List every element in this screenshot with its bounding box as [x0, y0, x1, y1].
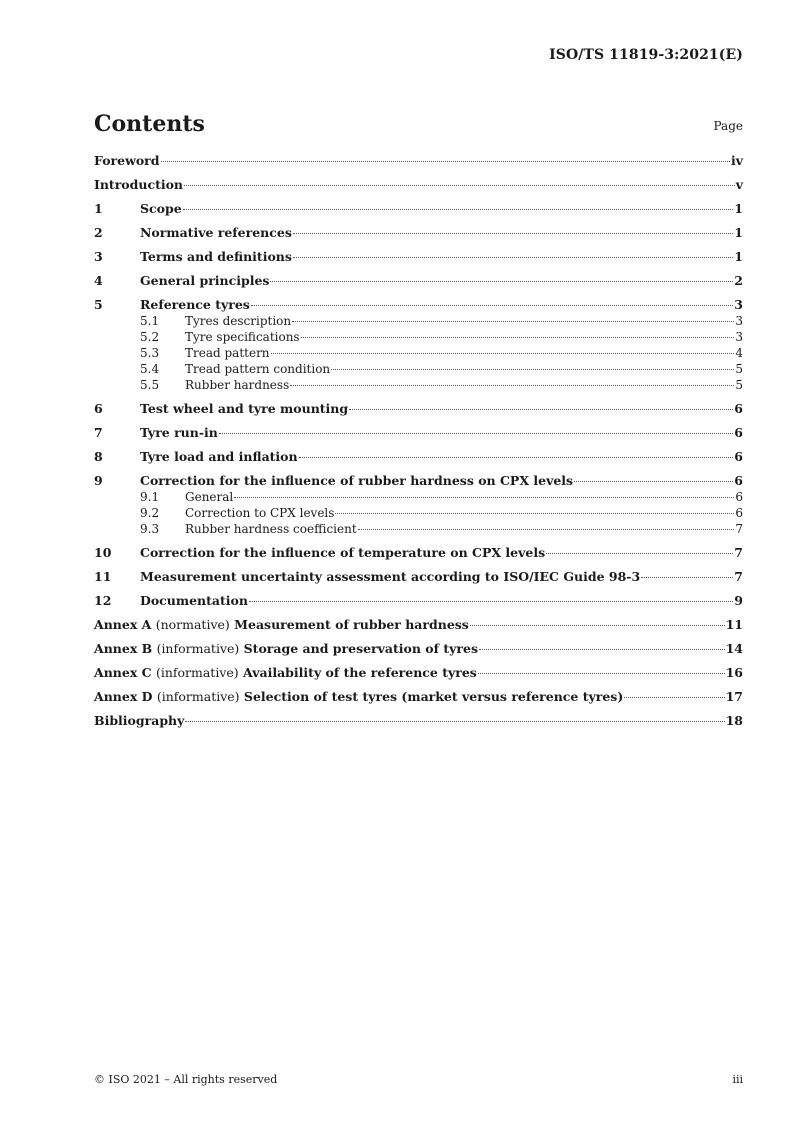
table-of-contents — [94, 153, 743, 729]
toc-entry[interactable] — [94, 329, 743, 345]
toc-entry[interactable] — [94, 593, 743, 609]
dot-leader — [624, 697, 724, 698]
annex-type: (informative) — [156, 641, 240, 656]
toc-entry-number: 5.3 — [140, 346, 160, 360]
toc-entry-number: 6 — [94, 401, 103, 416]
toc-entry-page: 2 — [734, 273, 743, 288]
toc-entry-page: 11 — [725, 617, 743, 632]
dot-leader — [335, 513, 734, 514]
toc-entry-label: Normative references — [140, 225, 292, 240]
toc-entry-label: Correction for the influence of temperature on CPX levels — [140, 545, 546, 560]
dot-leader — [184, 185, 735, 186]
toc-entry-number: 2 — [94, 225, 103, 240]
toc-entry-page: 6 — [734, 449, 743, 464]
toc-entry-label — [94, 689, 623, 705]
toc-entry-page: 3 — [734, 297, 743, 312]
toc-entry-label — [94, 617, 469, 633]
toc-entry-number: 9.1 — [140, 490, 160, 504]
toc-entry-label — [94, 641, 478, 657]
dot-leader — [641, 577, 733, 578]
toc-entry-label: Tread pattern condition — [185, 362, 331, 376]
toc-entry[interactable] — [94, 177, 743, 193]
toc-entry[interactable] — [94, 153, 743, 169]
toc-entry-page: 6 — [734, 473, 743, 488]
toc-entry-page: 6 — [734, 401, 743, 416]
dot-leader — [161, 161, 730, 162]
annex-prefix: Annex D — [94, 689, 153, 704]
toc-entry-number: 5.1 — [140, 314, 160, 328]
toc-entry[interactable] — [94, 569, 743, 585]
toc-entry-number: 5 — [94, 297, 103, 312]
toc-entry[interactable] — [94, 473, 743, 489]
toc-entry-label: Tyre specifications — [185, 330, 300, 344]
page-number: iii — [732, 1073, 743, 1086]
annex-title: Availability of the reference tyres — [243, 665, 477, 680]
toc-entry-label: Tyre run-in — [140, 425, 218, 440]
toc-entry-number: 5.5 — [140, 378, 160, 392]
toc-entry-label: Tyres description — [185, 314, 292, 328]
toc-entry-page: 6 — [735, 506, 743, 520]
toc-entry[interactable] — [94, 713, 743, 729]
annex-type: (informative) — [156, 689, 240, 704]
dot-leader — [574, 481, 733, 482]
toc-entry-page: 6 — [735, 490, 743, 504]
annex-type: (normative) — [155, 617, 230, 632]
toc-entry[interactable] — [94, 545, 743, 561]
dot-leader — [479, 649, 725, 650]
dot-leader — [546, 553, 733, 554]
dot-leader — [301, 337, 735, 338]
toc-entry-label: Documentation — [140, 593, 248, 608]
toc-entry-page: 16 — [725, 665, 743, 680]
annex-title: Storage and preservation of tyres — [243, 641, 478, 656]
toc-entry-label: Measurement uncertainty assessment according to ISO/IEC Guide 98-3 — [140, 569, 641, 584]
page-title: Contents — [94, 111, 205, 137]
toc-entry[interactable] — [94, 345, 743, 361]
toc-entry-page: v — [735, 177, 743, 192]
toc-entry-page: 5 — [735, 378, 743, 392]
toc-entry-number: 12 — [94, 593, 112, 608]
toc-entry-label: Foreword — [94, 153, 160, 168]
toc-entry-label — [94, 665, 477, 681]
toc-entry[interactable] — [94, 425, 743, 441]
toc-entry[interactable] — [94, 273, 743, 289]
toc-entry-page: 14 — [725, 641, 743, 656]
dot-leader — [358, 529, 735, 530]
toc-entry-label: Rubber hardness coefficient — [185, 522, 357, 536]
toc-entry[interactable] — [94, 521, 743, 537]
dot-leader — [219, 433, 733, 434]
toc-entry-label: Terms and definitions — [140, 249, 292, 264]
toc-entry[interactable] — [94, 225, 743, 241]
toc-entry-page: 1 — [734, 201, 743, 216]
toc-entry-page: 17 — [725, 689, 743, 704]
dot-leader — [293, 257, 733, 258]
toc-entry-number: 9 — [94, 473, 103, 488]
dot-leader — [251, 305, 733, 306]
toc-entry-number: 4 — [94, 273, 103, 288]
toc-entry[interactable] — [94, 641, 743, 657]
toc-entry-number: 5.2 — [140, 330, 160, 344]
toc-entry-label: General — [185, 490, 234, 504]
toc-entry-number: 9.3 — [140, 522, 160, 536]
dot-leader — [292, 321, 734, 322]
annex-prefix: Annex B — [94, 641, 153, 656]
dot-leader — [183, 209, 734, 210]
toc-entry-label: Introduction — [94, 177, 184, 192]
toc-entry-number: 11 — [94, 569, 112, 584]
toc-entry[interactable] — [94, 313, 743, 329]
toc-entry-label: Reference tyres — [140, 297, 250, 312]
dot-leader — [349, 409, 733, 410]
annex-title: Selection of test tyres (market versus reference tyres) — [243, 689, 624, 704]
toc-entry-page: 6 — [734, 425, 743, 440]
toc-entry-label: Test wheel and tyre mounting — [140, 401, 349, 416]
dot-leader — [271, 353, 735, 354]
dot-leader — [185, 721, 724, 722]
toc-entry-label: Bibliography — [94, 713, 185, 728]
toc-entry-page: 5 — [735, 362, 743, 376]
toc-entry-page: 18 — [725, 713, 743, 728]
toc-entry[interactable] — [94, 249, 743, 265]
toc-entry[interactable] — [94, 401, 743, 417]
toc-entry[interactable] — [94, 297, 743, 313]
annex-title: Measurement of rubber hardness — [234, 617, 469, 632]
toc-entry-page: 4 — [735, 346, 743, 360]
toc-entry[interactable] — [94, 617, 743, 633]
annex-prefix: Annex C — [94, 665, 152, 680]
toc-entry-label: Rubber hardness — [185, 378, 290, 392]
dot-leader — [293, 233, 733, 234]
toc-entry[interactable] — [94, 449, 743, 465]
toc-entry-number: 3 — [94, 249, 103, 264]
toc-entry-number: 7 — [94, 425, 103, 440]
toc-entry-label: Tyre load and inflation — [140, 449, 298, 464]
toc-entry-label: General principles — [140, 273, 270, 288]
dot-leader — [270, 281, 733, 282]
toc-entry-page: 7 — [735, 522, 743, 536]
toc-entry-page: 1 — [734, 225, 743, 240]
toc-entry-page: 7 — [734, 545, 743, 560]
toc-entry[interactable] — [94, 489, 743, 505]
toc-entry-page: 3 — [735, 330, 743, 344]
toc-entry-page: 9 — [734, 593, 743, 608]
toc-entry[interactable] — [94, 665, 743, 681]
toc-entry[interactable] — [94, 201, 743, 217]
copyright-notice: © ISO 2021 – All rights reserved — [94, 1073, 278, 1086]
toc-entry[interactable] — [94, 689, 743, 705]
toc-entry[interactable] — [94, 505, 743, 521]
toc-entry-label: Correction to CPX levels — [185, 506, 335, 520]
toc-entry-label: Scope — [140, 201, 182, 216]
dot-leader — [234, 497, 734, 498]
toc-entry-page: 7 — [734, 569, 743, 584]
toc-entry-number: 9.2 — [140, 506, 160, 520]
toc-entry-label: Correction for the influence of rubber hardness on CPX levels — [140, 473, 574, 488]
dot-leader — [470, 625, 725, 626]
toc-entry[interactable] — [94, 377, 743, 393]
toc-entry-number: 10 — [94, 545, 112, 560]
dot-leader — [478, 673, 725, 674]
page-column-label: Page — [713, 119, 743, 133]
toc-entry-number: 8 — [94, 449, 103, 464]
dot-leader — [249, 601, 733, 602]
dot-leader — [331, 369, 734, 370]
annex-prefix: Annex A — [94, 617, 152, 632]
document-id: ISO/TS 11819-3:2021(E) — [549, 47, 743, 63]
toc-entry[interactable] — [94, 361, 743, 377]
toc-entry-number: 1 — [94, 201, 103, 216]
toc-entry-page: 3 — [735, 314, 743, 328]
annex-type: (informative) — [155, 665, 239, 680]
toc-entry-label: Tread pattern — [185, 346, 270, 360]
toc-entry-page: 1 — [734, 249, 743, 264]
dot-leader — [299, 457, 734, 458]
toc-entry-number: 5.4 — [140, 362, 160, 376]
dot-leader — [290, 385, 734, 386]
toc-entry-page: iv — [730, 153, 743, 168]
